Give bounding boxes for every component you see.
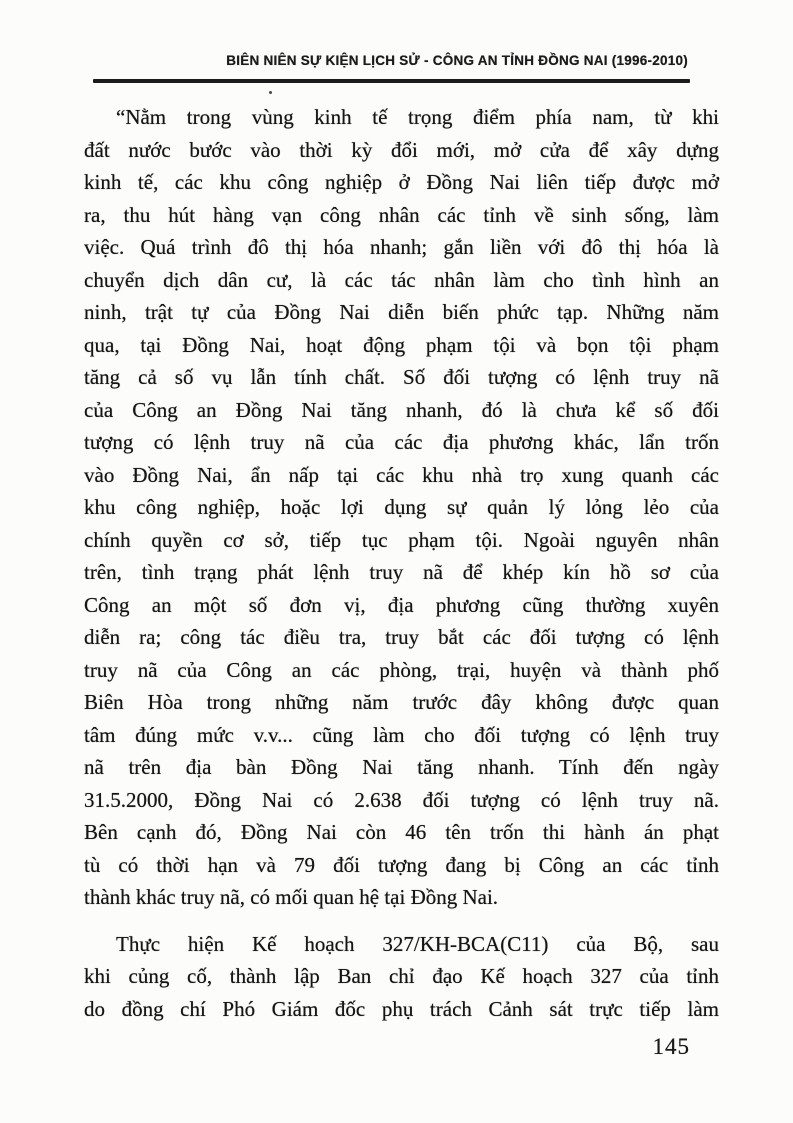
text-line: Biên Hòa trong những năm trước đây không được quan bbox=[84, 690, 719, 714]
text-line: Công an một số đơn vị, địa phương cũng thường xuyên bbox=[84, 592, 719, 617]
text-line: chính quyền cơ sở, tiếp tục phạm tội. Ngoài nguyên nhân bbox=[84, 527, 719, 552]
text-line: qua, tại Đồng Nai, hoạt động phạm tội và bọn tội phạm bbox=[84, 332, 719, 357]
text-line: khi củng cố, thành lập Ban chỉ đạo Kế hoạch 327 của tỉnh bbox=[84, 964, 719, 988]
text-line: ninh, trật tự của Đồng Nai diễn biến phức tạp. Những năm bbox=[84, 300, 719, 324]
text-line: tâm đúng mức v.v... cũng làm cho đối tượng có lệnh truy bbox=[84, 722, 719, 747]
paragraph bbox=[84, 101, 719, 914]
header-rule bbox=[93, 79, 690, 83]
text-line: do đồng chí Phó Giám đốc phụ trách Cảnh sát trực tiếp làm bbox=[84, 996, 719, 1021]
text-line: “Nằm trong vùng kinh tế trọng điểm phía nam, từ khi bbox=[116, 105, 719, 129]
text-line: truy nã của Công an các phòng, trại, huyện và thành phố bbox=[84, 657, 719, 682]
text-line: đất nước bước vào thời kỳ đổi mới, mở cửa để xây dựng bbox=[84, 137, 719, 162]
paragraph bbox=[84, 928, 719, 1026]
text-line: ra, thu hút hàng vạn công nhân các tỉnh về sinh sống, làm bbox=[84, 202, 719, 227]
text-line: Bên cạnh đó, Đồng Nai còn 46 tên trốn thi hành án phạt bbox=[84, 820, 719, 844]
text-line: vào Đồng Nai, ẩn nấp tại các khu nhà trọ xung quanh các bbox=[84, 462, 719, 487]
text-line: tù có thời hạn và 79 đối tượng đang bị Công an các tỉnh bbox=[84, 852, 719, 877]
text-line: nã trên địa bàn Đồng Nai tăng nhanh. Tính đến ngày bbox=[84, 755, 719, 779]
text-line: của Công an Đồng Nai tăng nhanh, đó là chưa kể số đối bbox=[84, 397, 719, 422]
page-body bbox=[84, 101, 719, 1025]
text-line: thành khác truy nã, có mối quan hệ tại Đồng Nai. bbox=[84, 885, 499, 909]
page-number: 145 bbox=[652, 1034, 690, 1059]
text-line: việc. Quá trình đô thị hóa nhanh; gắn liền với đô thị hóa là bbox=[84, 235, 719, 259]
text-line: tăng cả số vụ lẫn tính chất. Số đối tượng có lệnh truy nã bbox=[84, 365, 719, 389]
text-line: khu công nghiệp, hoặc lợi dụng sự quản lý lỏng lẻo của bbox=[84, 495, 719, 519]
text-line: tượng có lệnh truy nã của các địa phương khác, lẩn trốn bbox=[84, 430, 719, 454]
scan-artifact-dot bbox=[269, 91, 272, 94]
text-line: 31.5.2000, Đồng Nai có 2.638 đối tượng có lệnh truy nã. bbox=[84, 787, 719, 812]
text-line: Thực hiện Kế hoạch 327/KH-BCA(C11) của Bộ, sau bbox=[116, 931, 719, 956]
text-line: diễn ra; công tác điều tra, truy bắt các đối tượng có lệnh bbox=[84, 625, 719, 649]
text-line: trên, tình trạng phát lệnh truy nã để khép kín hồ sơ của bbox=[84, 560, 719, 584]
text-line: kinh tế, các khu công nghiệp ở Đồng Nai liên tiếp được mở bbox=[84, 170, 719, 194]
running-header: BIÊN NIÊN SỰ KIỆN LỊCH SỬ - CÔNG AN TỈNH ĐỒNG NAI (1996-2010) bbox=[226, 53, 688, 68]
text-line: chuyển dịch dân cư, là các tác nhân làm cho tình hình an bbox=[84, 267, 719, 292]
